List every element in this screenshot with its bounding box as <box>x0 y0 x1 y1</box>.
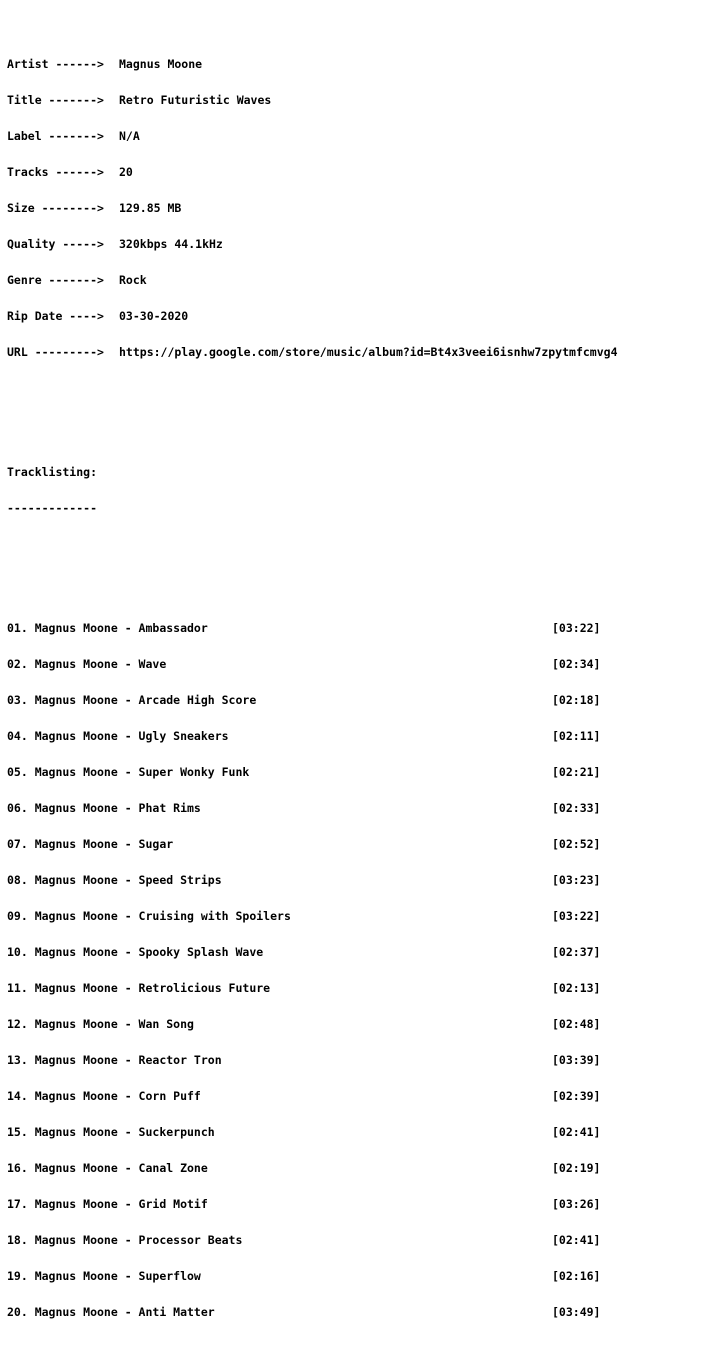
track-title: 15. Magnus Moone - Suckerpunch <box>7 1125 215 1139</box>
track-row <box>7 1090 607 1102</box>
track-title: 09. Magnus Moone - Cruising with Spoilers <box>7 909 291 923</box>
track-title: 11. Magnus Moone - Retrolicious Future <box>7 981 271 995</box>
track-title: 10. Magnus Moone - Spooky Splash Wave <box>7 945 264 959</box>
meta-value: N/A <box>119 129 140 143</box>
track-row <box>7 874 607 886</box>
track-row <box>7 1306 607 1318</box>
tracklisting-underline: ------------- <box>7 501 98 515</box>
track-duration: [02:19] <box>552 1161 601 1175</box>
meta-row-title <box>7 94 618 106</box>
track-row <box>7 910 607 922</box>
track-title: 12. Magnus Moone - Wan Song <box>7 1017 194 1031</box>
track-row <box>7 1162 607 1174</box>
track-row <box>7 1018 607 1030</box>
meta-value: 320kbps 44.1kHz <box>119 237 223 251</box>
track-title: 04. Magnus Moone - Ugly Sneakers <box>7 729 229 743</box>
track-duration: [03:22] <box>552 909 601 923</box>
track-duration: [02:18] <box>552 693 601 707</box>
track-duration: [03:26] <box>552 1197 601 1211</box>
track-row <box>7 694 607 706</box>
track-row <box>7 1126 607 1138</box>
meta-row-genre <box>7 274 618 286</box>
meta-value: 20 <box>119 165 133 179</box>
track-row <box>7 730 607 742</box>
track-duration: [03:22] <box>552 621 601 635</box>
track-row <box>7 766 607 778</box>
track-row <box>7 982 607 994</box>
track-row <box>7 658 607 670</box>
spacer <box>7 418 618 430</box>
track-title: 07. Magnus Moone - Sugar <box>7 837 174 851</box>
meta-label: URL ---------> <box>7 345 104 359</box>
track-duration: [02:16] <box>552 1269 601 1283</box>
meta-label: Quality -----> <box>7 237 104 251</box>
album-info-block <box>7 34 618 382</box>
meta-label: Artist ------> <box>7 57 104 71</box>
meta-value: 129.85 MB <box>119 201 182 215</box>
track-duration: [02:41] <box>552 1125 601 1139</box>
track-title: 14. Magnus Moone - Corn Puff <box>7 1089 201 1103</box>
meta-row-artist <box>7 58 618 70</box>
meta-row-quality <box>7 238 618 250</box>
track-duration: [02:37] <box>552 945 601 959</box>
track-row <box>7 622 607 634</box>
meta-label: Label -------> <box>7 129 104 143</box>
track-title: 02. Magnus Moone - Wave <box>7 657 167 671</box>
meta-row-rip-date <box>7 310 618 322</box>
track-duration: [02:21] <box>552 765 601 779</box>
track-title: 06. Magnus Moone - Phat Rims <box>7 801 201 815</box>
track-duration: [02:11] <box>552 729 601 743</box>
meta-label: Tracks ------> <box>7 165 104 179</box>
track-duration: [03:23] <box>552 873 601 887</box>
track-row <box>7 802 607 814</box>
meta-row-tracks <box>7 166 618 178</box>
track-duration: [02:39] <box>552 1089 601 1103</box>
meta-label: Title -------> <box>7 93 104 107</box>
meta-row-size <box>7 202 618 214</box>
url-link[interactable]: https://play.google.com/store/music/album?id=Bt4x3veei6isnhw7zpytmfcmvg4 <box>119 345 618 359</box>
track-duration: [02:41] <box>552 1233 601 1247</box>
meta-value: Retro Futuristic Waves <box>119 93 272 107</box>
nfo-document <box>7 10 618 1354</box>
track-title: 20. Magnus Moone - Anti Matter <box>7 1305 215 1319</box>
track-row <box>7 1198 607 1210</box>
track-list <box>7 598 618 1342</box>
track-row <box>7 1234 607 1246</box>
track-title: 08. Magnus Moone - Speed Strips <box>7 873 222 887</box>
spacer <box>7 550 618 562</box>
track-duration: [02:52] <box>552 837 601 851</box>
track-row <box>7 946 607 958</box>
track-title: 01. Magnus Moone - Ambassador <box>7 621 208 635</box>
meta-value: 03-30-2020 <box>119 309 189 323</box>
track-title: 17. Magnus Moone - Grid Motif <box>7 1197 208 1211</box>
track-title: 05. Magnus Moone - Super Wonky Funk <box>7 765 250 779</box>
track-duration: [03:49] <box>552 1305 601 1319</box>
track-title: 03. Magnus Moone - Arcade High Score <box>7 693 257 707</box>
meta-label: Size --------> <box>7 201 104 215</box>
track-row <box>7 1270 607 1282</box>
meta-row-label <box>7 130 618 142</box>
track-duration: [02:48] <box>552 1017 601 1031</box>
tracklisting-heading: Tracklisting: <box>7 465 98 479</box>
meta-label: Rip Date ----> <box>7 309 104 323</box>
meta-row-url <box>7 346 618 358</box>
track-title: 18. Magnus Moone - Processor Beats <box>7 1233 243 1247</box>
meta-value: Rock <box>119 273 147 287</box>
track-duration: [03:39] <box>552 1053 601 1067</box>
track-title: 19. Magnus Moone - Superflow <box>7 1269 201 1283</box>
track-duration: [02:33] <box>552 801 601 815</box>
track-title: 13. Magnus Moone - Reactor Tron <box>7 1053 222 1067</box>
track-row <box>7 1054 607 1066</box>
track-title: 16. Magnus Moone - Canal Zone <box>7 1161 208 1175</box>
track-row <box>7 838 607 850</box>
track-duration: [02:34] <box>552 657 601 671</box>
meta-value: Magnus Moone <box>119 57 203 71</box>
meta-label: Genre -------> <box>7 273 104 287</box>
track-duration: [02:13] <box>552 981 601 995</box>
